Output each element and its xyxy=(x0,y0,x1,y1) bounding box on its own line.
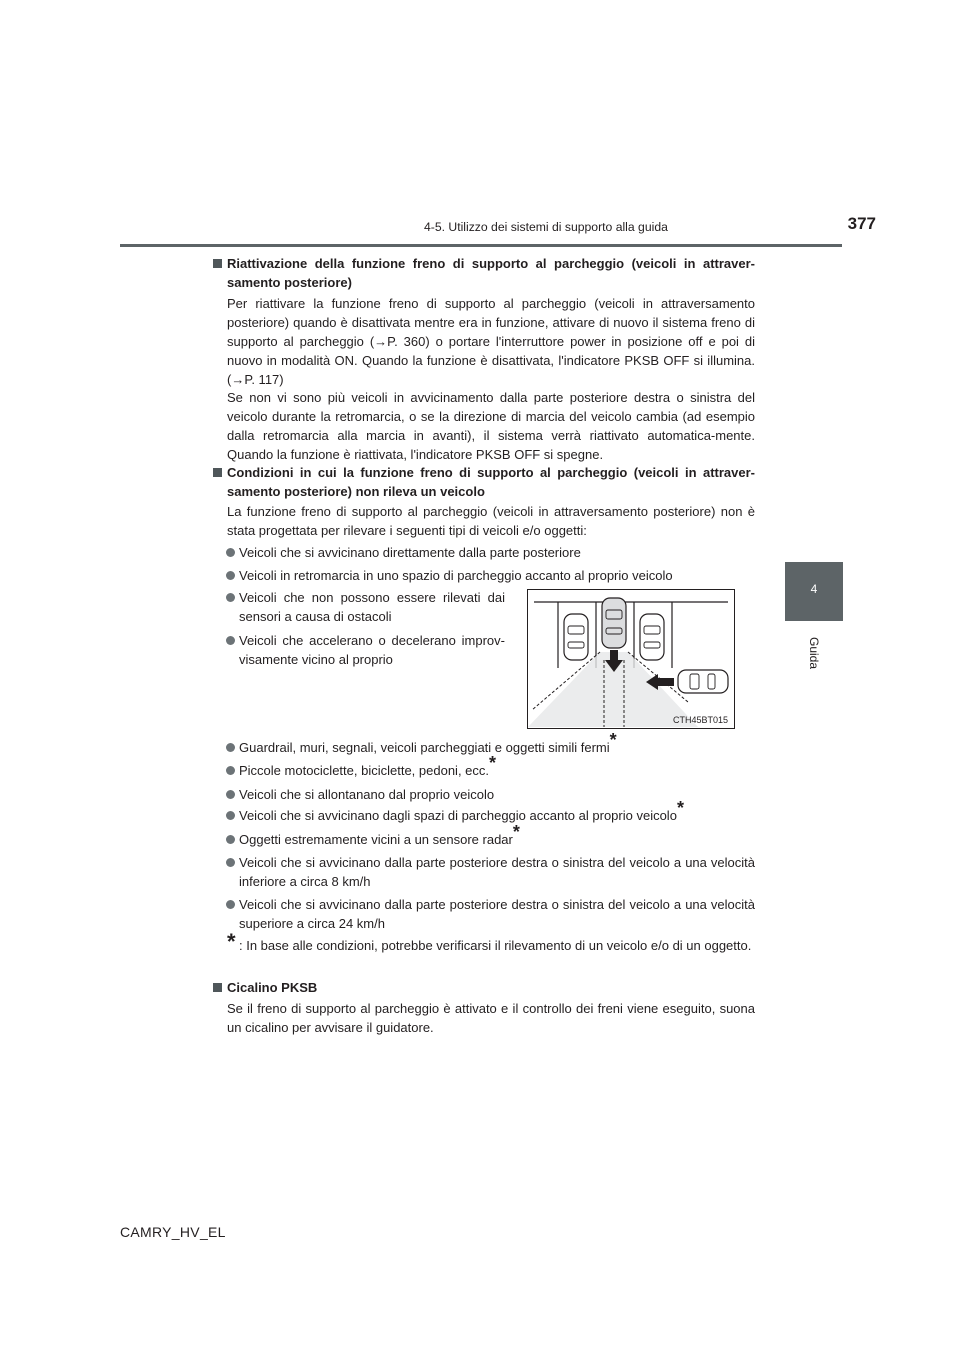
list-item: Veicoli che si allontanano dal proprio veicolo xyxy=(213,785,755,804)
paragraph xyxy=(213,388,755,464)
footnote-text: : In base alle condizioni, potrebbe verificarsi il rilevamento di un veicolo e/o di un oggetto. xyxy=(239,938,752,953)
approaching-car-icon xyxy=(678,670,728,693)
bullet-dot-icon xyxy=(226,835,235,844)
paragraph-text: Se il freno di supporto al parcheggio è attivato e il controllo dei freni viene eseguito, suona un cicalino per avvisare il guidatore. xyxy=(227,1001,755,1035)
list-item: Veicoli in retromarcia in uno spazio di parcheggio accanto al proprio veicolo xyxy=(213,566,755,585)
footnote-star: * xyxy=(227,929,236,954)
square-bullet-icon xyxy=(213,468,222,477)
square-bullet-icon xyxy=(213,983,222,992)
paragraph-text: La funzione freno di supporto al parcheggio (veicoli in attraversamento posteriore) non è stata progettata per rilevare i seguenti tipi di veicoli e/o oggetti: xyxy=(227,504,755,538)
paragraph-text: Per riattivare la funzione freno di supporto al parcheggio (veicoli in attraversamento posteriore) quando è disattivata mentre era in funzione, attivare di nuovo il sistema freno di supporto al parcheggio (→P. 360) o portare l'interruttore power in posizione off e poi di nuovo in modalità ON. Quando la funzione è disattivata, l'indicatore PKSB OFF si illumina. (→P. 117) xyxy=(227,296,755,387)
section-conditions xyxy=(213,463,755,501)
own-car-icon xyxy=(602,598,626,648)
header-rule xyxy=(120,244,842,247)
footnote-star: * xyxy=(609,730,617,750)
chapter-tab[interactable] xyxy=(785,562,843,621)
bullet-dot-icon xyxy=(226,766,235,775)
parked-car-icon xyxy=(564,614,588,660)
parking-diagram xyxy=(528,590,733,727)
footnote-star: * xyxy=(676,798,684,818)
list-item: Guardrail, muri, segnali, veicoli parcheggiati e oggetti simili fermi* xyxy=(213,738,755,757)
footnote-star: * xyxy=(512,822,520,842)
bullet-dot-icon xyxy=(226,593,235,602)
model-code: CAMRY_HV_EL xyxy=(120,1224,226,1240)
square-bullet-icon xyxy=(213,259,222,268)
list-item: Veicoli che non possono essere rilevati dai sensori a causa di ostacoli xyxy=(213,588,505,626)
parking-illustration xyxy=(527,589,735,729)
section-title: 4-5. Utilizzo dei sistemi di supporto alla guida xyxy=(424,220,668,234)
bullet-dot-icon xyxy=(226,548,235,557)
footnote-star: * xyxy=(489,753,497,773)
list-item: Veicoli che si avvicinano dalla parte posteriore destra o sinistra del veicolo a una velocità inferiore a circa 8 km/h xyxy=(213,853,755,891)
bullet-dot-icon xyxy=(226,636,235,645)
section-heading: Condizioni in cui la funzione freno di supporto al parcheggio (veicoli in attraver-samento posteriore) non rileva un veicolo xyxy=(213,463,755,501)
figure-code: CTH45BT015 xyxy=(672,715,728,725)
bullet-dot-icon xyxy=(226,571,235,580)
list-item: Veicoli che accelerano o decelerano improv-visamente vicino al proprio xyxy=(213,631,505,669)
list-item: Piccole motociclette, biciclette, pedoni, ecc.* xyxy=(213,761,755,780)
paragraph xyxy=(213,999,755,1037)
list-item: Veicoli che si avvicinano dalla parte posteriore destra o sinistra del veicolo a una velocità superiore a circa 24 km/h xyxy=(213,895,755,933)
section-heading: Cicalino PKSB xyxy=(213,978,755,997)
page-number: 377 xyxy=(847,214,876,233)
bullet-dot-icon xyxy=(226,811,235,820)
bullet-dot-icon xyxy=(226,790,235,799)
list-item: Veicoli che si avvicinano dagli spazi di parcheggio accanto al proprio veicolo* xyxy=(213,806,755,825)
bullet-dot-icon xyxy=(226,900,235,909)
list-item: Veicoli che si avvicinano direttamente dalla parte posteriore xyxy=(213,543,755,562)
section-heading: Riattivazione della funzione freno di supporto al parcheggio (veicoli in attraver-samento posteriore) xyxy=(213,254,755,292)
section-buzzer xyxy=(213,978,755,997)
chapter-label xyxy=(806,634,822,674)
bullet-dot-icon xyxy=(226,743,235,752)
parked-car-icon xyxy=(640,614,664,660)
section-reactivation xyxy=(213,254,755,292)
chapter-label-text: Guida xyxy=(807,636,821,670)
paragraph xyxy=(213,294,755,389)
paragraph-text: Se non vi sono più veicoli in avvicinamento dalla parte posteriore destra o sinistra del veicolo durante la retromarcia, o se la direzione di marcia del veicolo cambia (ad esempio dalla retromarcia alla marcia in avanti), il sistema verrà riattivato automatica-mente. Quando la funzione è riattivata, l'indicatore PKSB OFF si spegne. xyxy=(227,390,755,462)
list-item: Oggetti estremamente vicini a un sensore radar* xyxy=(213,830,755,849)
footnote xyxy=(213,929,755,955)
paragraph xyxy=(213,502,755,540)
bullet-dot-icon xyxy=(226,858,235,867)
chapter-number: 4 xyxy=(810,582,818,596)
